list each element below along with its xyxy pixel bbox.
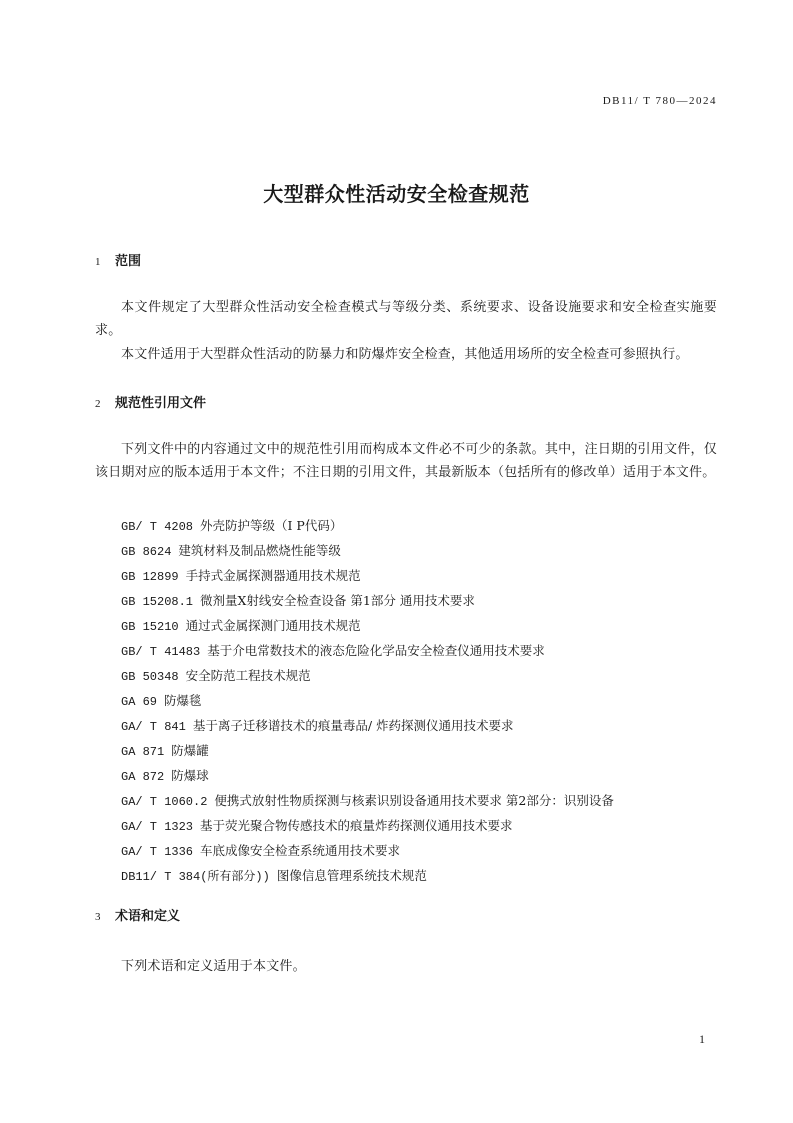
reference-title: 车底成像安全检查系统通用技术要求 [200,843,401,858]
reference-item [121,863,614,888]
scope-paragraph-2: 本文件适用于大型群众性活动的防暴力和防爆炸安全检查，其他适用场所的安全检查可参照执行。 [121,347,689,362]
reference-title: 便携式放射性物质探测与核素识别设备通用技术要求 第2部分：识别设备 [214,793,614,808]
reference-title: 手持式金属探测器通用技术规范 [185,568,361,583]
reference-code: GA 872 [121,770,165,784]
reference-code: GA 69 [121,695,158,709]
document-code: DB11/ T 780—2024 [602,95,717,107]
reference-code: DB11/ T 384(所有部分)) [121,870,270,884]
reference-title: 建筑材料及制品燃烧性能等级 [178,543,341,558]
page-number: 1 [699,1032,705,1046]
reference-code: GA/ T 1336 [121,845,194,859]
reference-item [121,688,614,713]
section-number: 2 [95,398,101,410]
reference-title: 基于离子迁移谱技术的痕量毒品/ 炸药探测仪通用技术要求 [192,718,514,733]
reference-code: GB 50348 [121,670,179,684]
reference-title: 基于荧光聚合物传感技术的痕量炸药探测仪通用技术要求 [200,818,513,833]
reference-item [121,838,614,863]
reference-item [121,788,614,813]
reference-title: 安全防范工程技术规范 [185,668,311,683]
section-number: 1 [95,256,101,268]
reference-item [121,613,614,638]
reference-title: 通过式金属探测门通用技术规范 [185,618,361,633]
reference-code: GB 15210 [121,620,179,634]
reference-code: GA/ T 1323 [121,820,194,834]
reference-item [121,713,614,738]
reference-code: GA 871 [121,745,165,759]
reference-item [121,588,614,613]
reference-title: 防爆罐 [171,743,209,758]
reference-item [121,563,614,588]
section-2-heading [95,395,206,413]
reference-item [121,638,614,663]
reference-list [121,513,614,888]
reference-code: GB 8624 [121,545,172,559]
reference-item [121,663,614,688]
reference-title: 基于介电常数技术的液态危险化学品安全检查仪通用技术要求 [207,643,545,658]
reference-title: 微剂量X射线安全检查设备 第1部分 通用技术要求 [200,593,475,608]
document-title: 大型群众性活动安全检查规范 [263,182,530,206]
reference-item [121,813,614,838]
terms-intro-paragraph: 下列术语和定义适用于本文件。 [121,959,306,974]
reference-item [121,738,614,763]
reference-title: 图像信息管理系统技术规范 [276,868,427,883]
section-title: 术语和定义 [115,909,181,924]
section-1-heading [95,253,141,271]
section-3-heading [95,908,180,926]
scope-paragraph-1: 本文件规定了大型群众性活动安全检查模式与等级分类、系统要求、设备设施要求和安全检查实施要求。 [95,300,717,338]
reference-code: GB/ T 41483 [121,645,201,659]
section-title: 范围 [115,254,142,269]
reference-item [121,538,614,563]
reference-title: 防爆毯 [164,693,202,708]
reference-code: GA/ T 1060.2 [121,795,208,809]
section-number: 3 [95,911,101,923]
reference-code: GB 12899 [121,570,179,584]
normative-references-intro: 下列文件中的内容通过文中的规范性引用而构成本文件必不可少的条款。其中，注日期的引用文件，仅该日期对应的版本适用于本文件；不注日期的引用文件，其最新版本（包括所有的修改单）适用于本文件。 [95,442,717,480]
reference-code: GB 15208.1 [121,595,194,609]
reference-title: 外壳防护等级（I P代码） [200,518,343,533]
reference-item [121,763,614,788]
reference-item [121,513,614,538]
section-title: 规范性引用文件 [115,396,207,411]
reference-code: GB/ T 4208 [121,520,194,534]
reference-code: GA/ T 841 [121,720,186,734]
reference-title: 防爆球 [171,768,209,783]
